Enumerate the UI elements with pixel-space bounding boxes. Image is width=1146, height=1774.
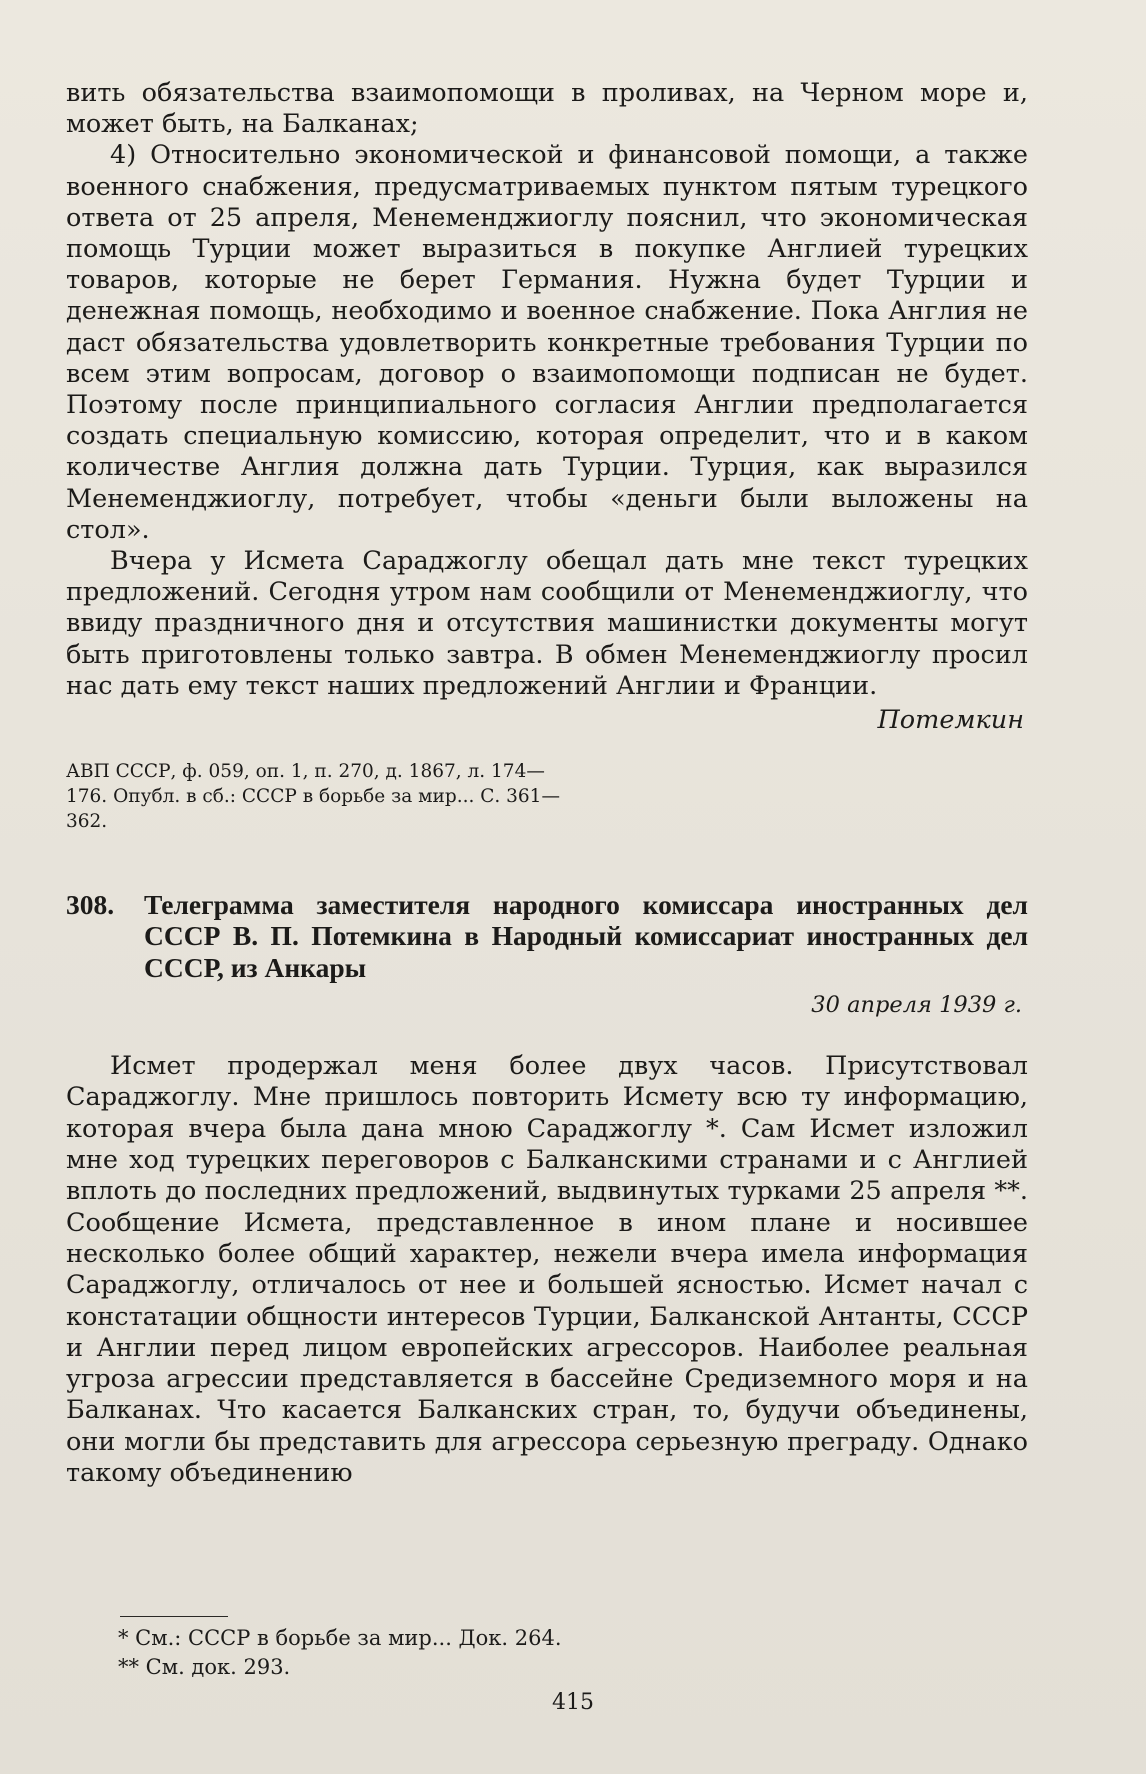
- paragraph-item-4: 4) Относительно экономической и финансовой помощи, а также военного снабжения, предусматриваемых пунктом пятым турецкого ответа от 25 апреля, Менеменджиоглу пояснил, что экономическая помощь Турции может выразиться в покупке Англией турецких товаров, которые не берет Германия. Нужна будет Турции и денежная помощь, необходимо и военное снабжение. Пока Англия не даст обязательства удовлетворить конкретные требования Турции по всем этим вопросам, договор о взаимопомощи подписан не будет. Поэтому после принципиального согласия Англии предполагается создать специальную комиссию, которая определит, что и в каком количестве Англия должна дать Турции. Турция, как выразился Менеменджиоглу, потребует, чтобы «деньги были выложены на стол».: [66, 140, 1028, 545]
- body-paragraph: Исмет продержал меня более двух часов. Присутствовал Сараджоглу. Мне пришлось повторить Исмету всю ту информацию, которая вчера была дана мною Сараджоглу *. Сам Исмет изложил мне ход турецких переговоров с Балканскими странами и с Англией вплоть до последних предложений, выдвинутых турками 25 апреля **. Сообщение Исмета, представленное в ином плане и носившее несколько более общий характер, нежели вчера имела информация Сараджоглу, отличалось от нее и большей ясностью. Исмет начал с констатации общности интересов Турции, Балканской Антанты, СССР и Англии перед лицом европейских агрессоров. Наиболее реальная угроза агрессии представляется в бассейне Средиземного моря и на Балканах. Что касается Балканских стран, то, будучи объединены, они могли бы представить для агрессора серьезную преграду. Однако такому объединению: [66, 1051, 1028, 1489]
- footnote-2: ** См. док. 293.: [118, 1655, 291, 1679]
- footnote-divider: [120, 1616, 228, 1617]
- paragraph-continuation: вить обязательства взаимопомощи в проливах, на Черном море и, может быть, на Балканах;: [66, 78, 1028, 140]
- document-title: Телеграмма заместителя народного комиссара иностранных дел СССР В. П. Потемкина в Народный комиссариат иностранных дел СССР, из Анкары: [144, 888, 1028, 983]
- text-column: [66, 78, 1028, 1489]
- footnote-1: * См.: СССР в борьбе за мир... Док. 264.: [118, 1626, 562, 1650]
- document-number: 308.: [66, 888, 115, 920]
- document-heading: [66, 889, 1028, 984]
- signature: Потемкин: [877, 705, 1024, 736]
- footnotes: [118, 1624, 562, 1682]
- paragraph-proposals: Вчера у Исмета Сараджоглу обещал дать мне текст турецких предложений. Сегодня утром нам сообщили от Менеменджиоглу, что ввиду праздничного дня и отсутствия машинистки документы могут быть приготовлены только завтра. В обмен Менеменджиоглу просил нас дать ему текст наших предложений Англии и Франции.: [66, 546, 1028, 701]
- document-date: 30 апреля 1939 г.: [811, 992, 1022, 1019]
- archive-reference: АВП СССР, ф. 059, оп. 1, п. 270, д. 1867, л. 174—176. Опубл. в сб.: СССР в борьбе за мир... С. 361—362.: [66, 761, 560, 832]
- document-body: [66, 1051, 1028, 1489]
- page-number: 415: [552, 1690, 594, 1715]
